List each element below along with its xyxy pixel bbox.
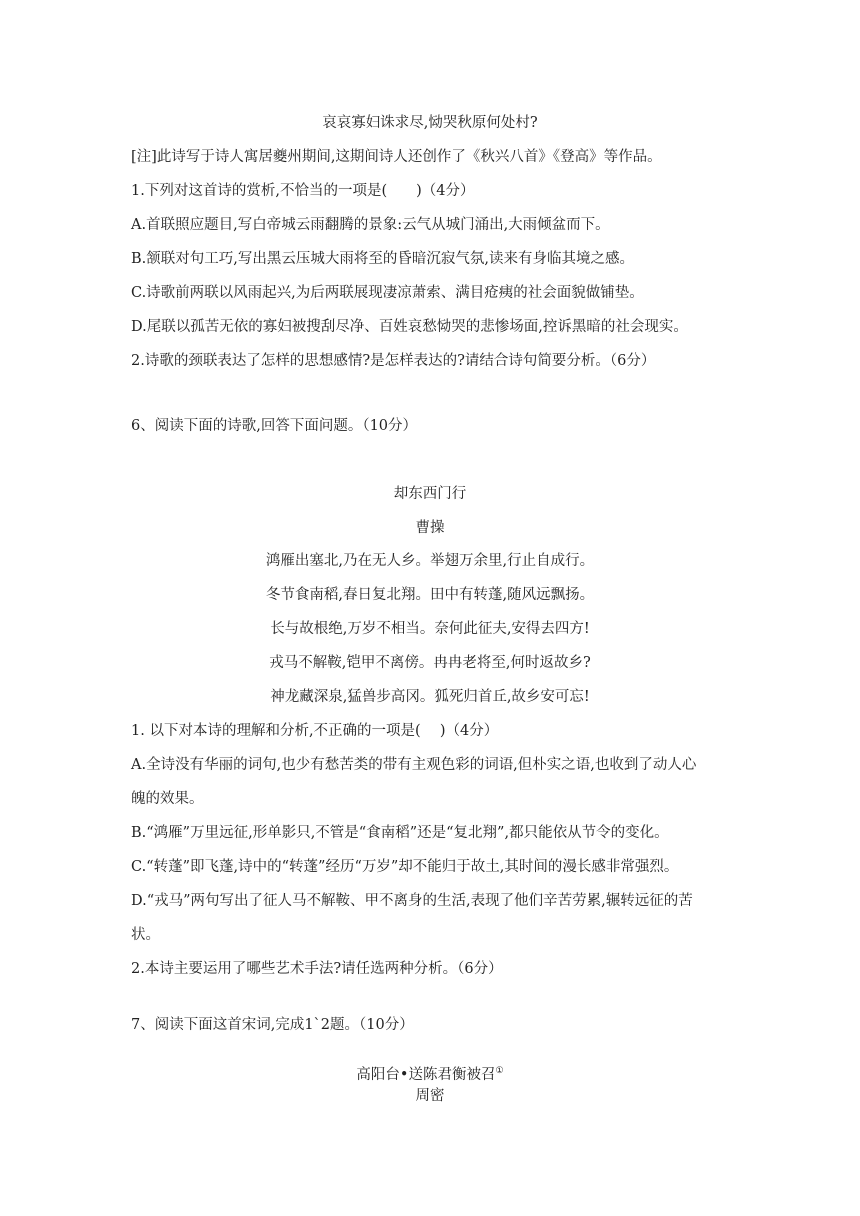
q5-option-d: D.尾联以孤苦无依的寡妇被搜刮尽净、百姓哀愁恸哭的悲惨场面,控诉黑暗的社会现实。 (131, 319, 688, 335)
q6-option-d-continued: 状。 (131, 927, 160, 943)
q5-option-c: C.诗歌前两联以风雨起兴,为后两联展现凄凉萧索、满目疮痍的社会面貌做铺垫。 (131, 285, 644, 301)
q6-option-a: A.全诗没有华丽的词句,也少有愁苦类的带有主观色彩的词语,但朴实之语,也收到了动人心 (131, 757, 697, 773)
poem-last-verse: 哀哀寡妇诛求尽,恸哭秋原何处村? (322, 115, 538, 131)
q6-question-1: 1. 以下对本诗的理解和分析,不正确的一项是( )（4分） (131, 723, 499, 739)
q5-question-1: 1.下列对这首诗的赏析,不恰当的一项是( )（4分） (131, 183, 475, 199)
q5-question-2: 2.诗歌的颈联表达了怎样的思想感情?是怎样表达的?请结合诗句简要分析。（6分） (131, 353, 656, 369)
q6-poem-line: 冬节食南稻,春日复北翔。田中有转蓬,随风远飘扬。 (265, 587, 595, 603)
q5-option-b: B.颔联对句工巧,写出黑云压城大雨将至的昏暗沉寂气氛,读来有身临其境之感。 (131, 251, 634, 267)
q7-poem-title-text: 高阳台•送陈君衡被召 (356, 1067, 496, 1083)
q7-heading: 7、阅读下面这首宋词,完成1`2题。（10分） (131, 1017, 414, 1033)
q6-poem-line: 长与故根绝,万岁不相当。奈何此征夫,安得去四方! (270, 621, 590, 637)
q6-option-c: C.“转蓬”即飞蓬,诗中的“转蓬”经历“万岁”却不能归于故土,其时间的漫长感非常强烈。 (131, 859, 679, 875)
q6-option-d: D.“戎马”两句写出了征人马不解鞍、甲不离身的生活,表现了他们辛苦劳累,辗转远征的苦 (131, 893, 693, 909)
q7-poem-author: 周密 (415, 1088, 445, 1104)
q6-poem-title: 却东西门行 (393, 486, 467, 502)
q6-poem-line: 鸿雁出塞北,乃在无人乡。举翅万余里,行止自成行。 (265, 553, 595, 569)
q5-option-a: A.首联照应题目,写白帝城云雨翻腾的景象:云气从城门涌出,大雨倾盆而下。 (131, 217, 610, 233)
q6-question-2: 2.本诗主要运用了哪些艺术手法?请任选两种分析。（6分） (131, 961, 503, 977)
q6-option-b: B.“鸿雁”万里远征,形单影只,不管是“食南稻”还是“复北翔”,都只能依从节令的变化。 (131, 825, 669, 841)
q6-option-a-continued: 魄的效果。 (131, 791, 204, 807)
footnote-marker: ① (495, 1066, 504, 1077)
poem-note: [注]此诗写于诗人寓居夔州期间,这期间诗人还创作了《秋兴八首》《登高》等作品。 (131, 149, 662, 165)
q7-poem-title (0, 1065, 860, 1085)
q6-heading: 6、阅读下面的诗歌,回答下面问题。（10分） (131, 418, 418, 434)
q6-poem-line: 戎马不解鞍,铠甲不离傍。冉冉老将至,何时返故乡? (269, 655, 591, 671)
q6-poem-author: 曹操 (415, 520, 445, 536)
q6-poem-line: 神龙藏深泉,猛兽步高冈。狐死归首丘,故乡安可忘! (270, 689, 590, 705)
